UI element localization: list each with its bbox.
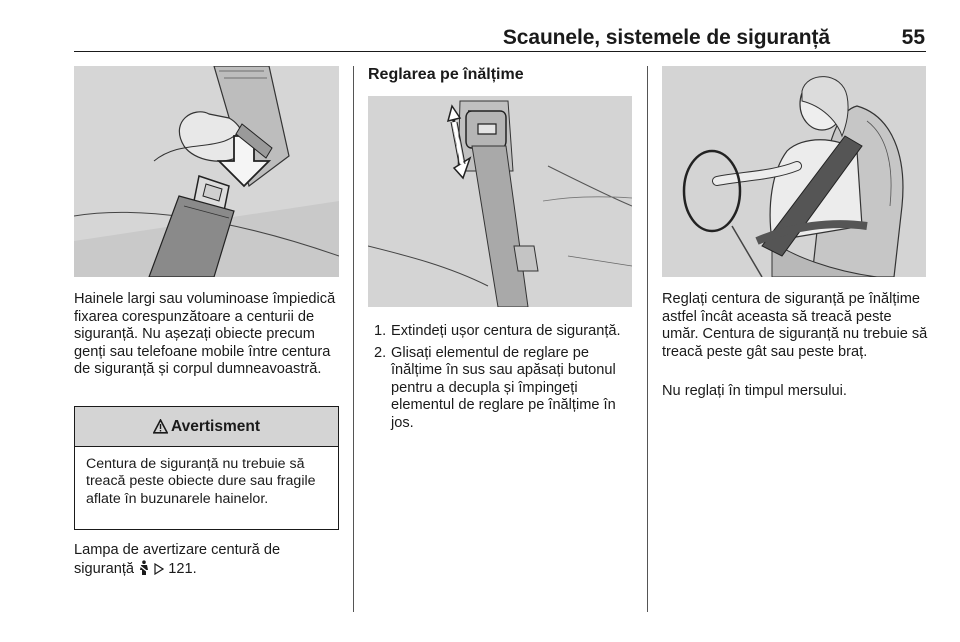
figure-driver-seatbelt [662, 66, 926, 277]
page-number: 55 [901, 26, 925, 49]
header-rule [74, 51, 926, 52]
page-reference-number[interactable]: 121. [168, 560, 197, 577]
step-number: 2. [374, 344, 387, 361]
page-reference-icon[interactable] [154, 563, 164, 581]
step-text: Extindeți ușor centura de siguranță. [391, 323, 621, 339]
warning-body: Centura de siguranță nu trebuie să treacă peste obiecte dure sau fragile aflate în buzunarele hainelor. [86, 456, 316, 507]
seatbelt-lamp-reference [74, 542, 342, 580]
paragraph-do-not-adjust-driving: Nu reglați în timpul mersului. [662, 383, 847, 399]
seatbelt-warning-icon [138, 560, 150, 581]
warning-triangle-icon [153, 419, 168, 434]
step-text: Glisați elementul de reglare pe înălțime în sus sau apăsați butonul pentru a decupla și împingeți elementul de reglare pe înălțime în jos. [391, 344, 616, 431]
figure-seatbelt-buckle [74, 66, 339, 277]
paragraph-loose-clothing: Hainele largi sau voluminoase împiedică fixarea corespunzătoare a centurii de siguranță. Nu așezați obiecte precum genți sau telefoane mobile între centura de siguranță și corpul dumneavoastră. [74, 291, 336, 377]
column-divider-1 [353, 66, 354, 612]
step-number: 1. [374, 323, 387, 339]
warning-box [74, 406, 339, 530]
header-title: Scaunele, sistemele de siguranță [502, 26, 830, 49]
figure-height-adjuster [368, 96, 632, 307]
column-divider-2 [647, 66, 648, 612]
seatbelt-lamp-text: Lampa de avertizare centură de siguranță [74, 542, 281, 577]
adjustment-steps [368, 323, 638, 436]
section-title-height-adjustment: Reglarea pe înălțime [368, 66, 524, 83]
paragraph-adjust-height: Reglați centura de siguranță pe înălțime astfel încât aceasta să treacă peste umăr. Centura de siguranță nu trebuie să treacă peste gât sau peste braț. [662, 291, 928, 360]
list-item [368, 345, 638, 433]
warning-title: Avertisment [170, 417, 260, 435]
warning-header [75, 407, 338, 447]
list-item [368, 323, 638, 341]
